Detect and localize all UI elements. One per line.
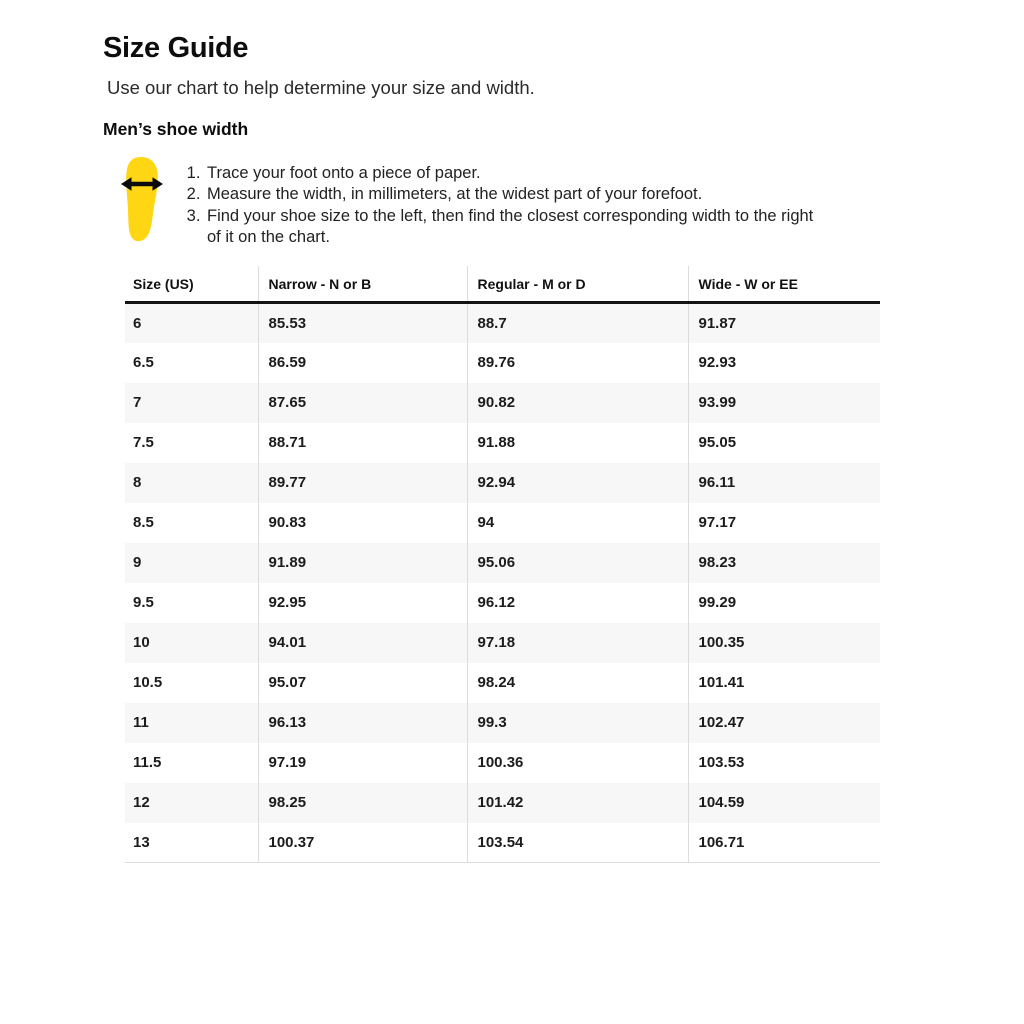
table-row [125, 703, 880, 743]
width-value-cell: 88.7 [467, 303, 688, 343]
table-row [125, 503, 880, 543]
shoe-width-table [125, 266, 880, 864]
width-value-cell: 97.17 [688, 503, 880, 543]
size-cell: 7 [133, 394, 142, 412]
table-row [125, 743, 880, 783]
column-header-wide: Wide - W or EE [688, 266, 880, 303]
size-cell: 6 [133, 315, 142, 333]
width-value-cell: 103.53 [688, 743, 880, 783]
table-row [125, 543, 880, 583]
width-value-cell: 100.35 [688, 623, 880, 663]
column-header-regular: Regular - M or D [467, 266, 688, 303]
instruction-steps [163, 163, 823, 249]
width-value-cell: 89.77 [258, 463, 467, 503]
instruction-step: 1. Trace your foot onto a piece of paper. [205, 163, 823, 185]
width-value-cell: 91.87 [688, 303, 880, 343]
size-cell: 11.5 [133, 754, 162, 772]
width-value-cell: 95.07 [258, 663, 467, 703]
measurement-instructions [121, 156, 1024, 249]
size-cell: 12 [133, 794, 150, 812]
width-value-cell: 96.12 [467, 583, 688, 623]
width-value-cell: 91.89 [258, 543, 467, 583]
size-cell: 8.5 [133, 514, 154, 532]
width-value-cell: 86.59 [258, 343, 467, 383]
table-row [125, 663, 880, 703]
width-value-cell: 98.24 [467, 663, 688, 703]
size-cell: 6.5 [133, 354, 154, 372]
width-value-cell: 90.83 [258, 503, 467, 543]
width-value-cell: 100.37 [258, 823, 467, 863]
width-value-cell: 94 [467, 503, 688, 543]
page-title: Size Guide [103, 32, 249, 64]
width-value-cell: 97.19 [258, 743, 467, 783]
table-row [125, 823, 880, 863]
width-value-cell: 92.94 [467, 463, 688, 503]
width-value-cell: 96.11 [688, 463, 880, 503]
width-value-cell: 95.06 [467, 543, 688, 583]
column-header-narrow: Narrow - N or B [258, 266, 467, 303]
table-row [125, 583, 880, 623]
size-cell: 10 [133, 634, 150, 652]
width-value-cell: 99.29 [688, 583, 880, 623]
table-row [125, 423, 880, 463]
width-value-cell: 97.18 [467, 623, 688, 663]
page-subtitle: Use our chart to help determine your size and width. [107, 76, 535, 98]
size-cell: 9 [133, 554, 142, 572]
size-cell: 7.5 [133, 434, 154, 452]
size-cell: 9.5 [133, 594, 154, 612]
instruction-step: 2. Measure the width, in millimeters, at the widest part of your forefoot. [205, 184, 823, 206]
table-row [125, 383, 880, 423]
width-value-cell: 93.99 [688, 383, 880, 423]
width-value-cell: 102.47 [688, 703, 880, 743]
width-value-cell: 87.65 [258, 383, 467, 423]
width-value-cell: 106.71 [688, 823, 880, 863]
width-value-cell: 88.71 [258, 423, 467, 463]
width-value-cell: 100.36 [467, 743, 688, 783]
size-cell: 11 [133, 714, 149, 732]
table-row [125, 463, 880, 503]
width-value-cell: 85.53 [258, 303, 467, 343]
table-row [125, 303, 880, 343]
width-value-cell: 96.13 [258, 703, 467, 743]
instruction-step: 3. Find your shoe size to the left, then find the closest corresponding width to the right of it on the chart. [205, 206, 823, 249]
size-cell: 10.5 [133, 674, 163, 692]
width-value-cell: 91.88 [467, 423, 688, 463]
width-value-cell: 98.23 [688, 543, 880, 583]
width-value-cell: 89.76 [467, 343, 688, 383]
width-value-cell: 104.59 [688, 783, 880, 823]
width-value-cell: 101.42 [467, 783, 688, 823]
size-cell: 13 [125, 823, 258, 863]
table-row [125, 783, 880, 823]
size-table-body [125, 303, 880, 863]
width-value-cell: 90.82 [467, 383, 688, 423]
width-value-cell: 98.25 [258, 783, 467, 823]
column-header-size-us: Size (US) [125, 266, 258, 303]
table-header-row [125, 266, 880, 303]
width-value-cell: 95.05 [688, 423, 880, 463]
foot-width-icon [121, 156, 163, 244]
table-row [125, 623, 880, 663]
width-value-cell: 92.93 [688, 343, 880, 383]
width-value-cell: 92.95 [258, 583, 467, 623]
width-value-cell: 103.54 [467, 823, 688, 863]
width-value-cell: 99.3 [467, 703, 688, 743]
section-heading-mens-shoe-width: Men’s shoe width [103, 118, 249, 139]
width-value-cell: 94.01 [258, 623, 467, 663]
size-cell: 8 [133, 474, 142, 492]
width-value-cell: 101.41 [688, 663, 880, 703]
table-row [125, 343, 880, 383]
